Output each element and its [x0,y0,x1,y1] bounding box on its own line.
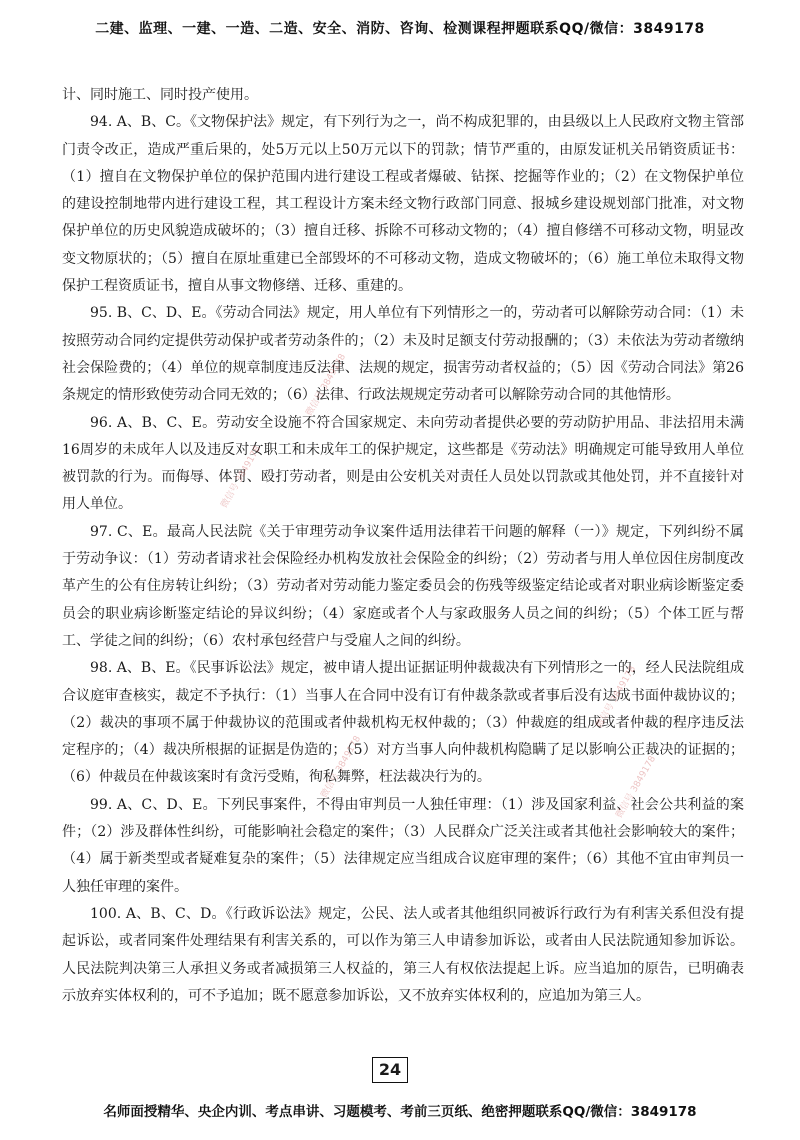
watermark-stamp: 微信号 3849178 [319,734,364,801]
answer-99: 99. A、C、D、E。下列民事案件，不得由审判员一人独任审理：（1）涉及国家利益、社会公共利益的案件；（2）涉及群体性纠纷，可能影响社会稳定的案件；（3）人民群众广泛关注或者其他社会影响较大的案件；（4）属于新类型或者疑难复杂的案件；（5）法律规定应当组成合议庭审理的案件；（6）其他不宜由审判员一人独任审理的案件。 [62,796,744,895]
watermark-stamp: 微信号 3849178 [304,352,349,419]
answer-96: 96. A、B、C、E。劳动安全设施不符合国家规定、未向劳动者提供必要的劳动防护用品、非法招用未满16周岁的未成年人以及违反对女职工和未成年工的保护规定，这些都是《劳动法》明确规定可能导致用人单位被罚款的行为。而侮辱、体罚、殴打劳动者，则是由公安机关对责任人员处以罚款或其他处罚，并不直接针对用人单位。 [62,414,744,513]
answer-100: 100. A、B、C、D。《行政诉讼法》规定，公民、法人或者其他组织同被诉行政行为有利害关系但没有提起诉讼，或者同案件处理结果有利害关系的，可以作为第三人申请参加诉讼，或者由人民法院通知参加诉讼。人民法院判决第三人承担义务或者减损第三人权益的，第三人有权依法提起上诉。应当追加的原告，已明确表示放弃实体权利的，可不予追加；既不愿意参加诉讼，又不放弃实体权利的，应追加为第三人。 [62,905,744,1004]
page-number: 24 [372,1057,408,1083]
page-header: 二建、监理、一建、一造、二造、安全、消防、咨询、检测课程押题联系QQ/微信：3849178 [95,21,705,37]
answer-97: 97. C、E。最高人民法院《关于审理劳动争议案件适用法律若干问题的解释（一）》规定，下列纠纷不属于劳动争议：（1）劳动者请求社会保险经办机构发放社会保险金的纠纷；（2）劳动者与用人单位因住房制度改革产生的公有住房转让纠纷；（3）劳动者对劳动能力鉴定委员会的伤残等级鉴定结论或者对职业病诊断鉴定委员会的职业病诊断鉴定结论的异议纠纷；（4）家庭或者个人与家政服务人员之间的纠纷；（5）个体工匠与帮工、学徒之间的纠纷；（6）农村承包经营户与受雇人之间的纠纷。 [62,523,744,649]
answer-98: 98. A、B、E。《民事诉讼法》规定，被申请人提出证据证明仲裁裁决有下列情形之一的，经人民法院组成合议庭审查核实，裁定不予执行：（1）当事人在合同中没有订有仲裁条款或者事后没有达成书面仲裁协议的；（2）裁决的事项不属于仲裁协议的范围或者仲裁机构无权仲裁的；（3）仲裁庭的组成或者仲裁的程序违反法定程序的；（4）裁决所根据的证据是伪造的；（5）对方当事人向仲裁机构隐瞒了足以影响公正裁决的证据的；（6）仲裁员在仲裁该案时有贪污受贿，徇私舞弊，枉法裁决行为的。 [62,660,744,786]
watermark-stamp: 微信号 3849178 [219,444,264,511]
answer-94: 94. A、B、C。《文物保护法》规定，有下列行为之一，尚不构成犯罪的，由县级以上人民政府文物主管部门责令改正，造成严重后果的，处5万元以上50万元以下的罚款；情节严重的，由原发证机关吊销资质证书：（1）擅自在文物保护单位的保护范围内进行建设工程或者爆破、钻探、挖掘等作业的；（2）在文物保护单位的建设控制地带内进行建设工程，其工程设计方案未经文物行政部门同意、报城乡建设规划部门批准，对文物保护单位的历史风貌造成破坏的；（3）擅自迁移、拆除不可移动文物的；（4）擅自修缮不可移动文物，明显改变文物原状的；（5）擅自在原址重建已全部毁坏的不可移动文物，造成文物破坏的；（6）施工单位未取得文物保护工程资质证书，擅自从事文物修缮、迁移、重建的。 [62,114,744,295]
page-footer: 名师面授精华、央企内训、考点串讲、习题模考、考前三页纸、绝密押题联系QQ/微信：3849178 [103,1104,697,1120]
answer-95: 95. B、C、D、E。《劳动合同法》规定，用人单位有下列情形之一的，劳动者可以解除劳动合同：（1）未按照劳动合同约定提供劳动保护或者劳动条件的；（2）未及时足额支付劳动报酬的；（3）未依法为劳动者缴纳社会保险费的；（4）单位的规章制度违反法律、法规的规定，损害劳动者权益的；（5）因《劳动合同法》第26条规定的情形致使劳动合同无效的；（6）法律、行政法规规定劳动者可以解除劳动合同的其他情形。 [62,305,744,404]
watermark-stamp: 微信号 3849178 [614,754,659,821]
paragraph-continuation: 计、同时施工、同时投产使用。 [62,87,258,103]
answer-explanations [62,82,744,1010]
watermark-stamp: 微信号 3849178 [594,664,639,731]
